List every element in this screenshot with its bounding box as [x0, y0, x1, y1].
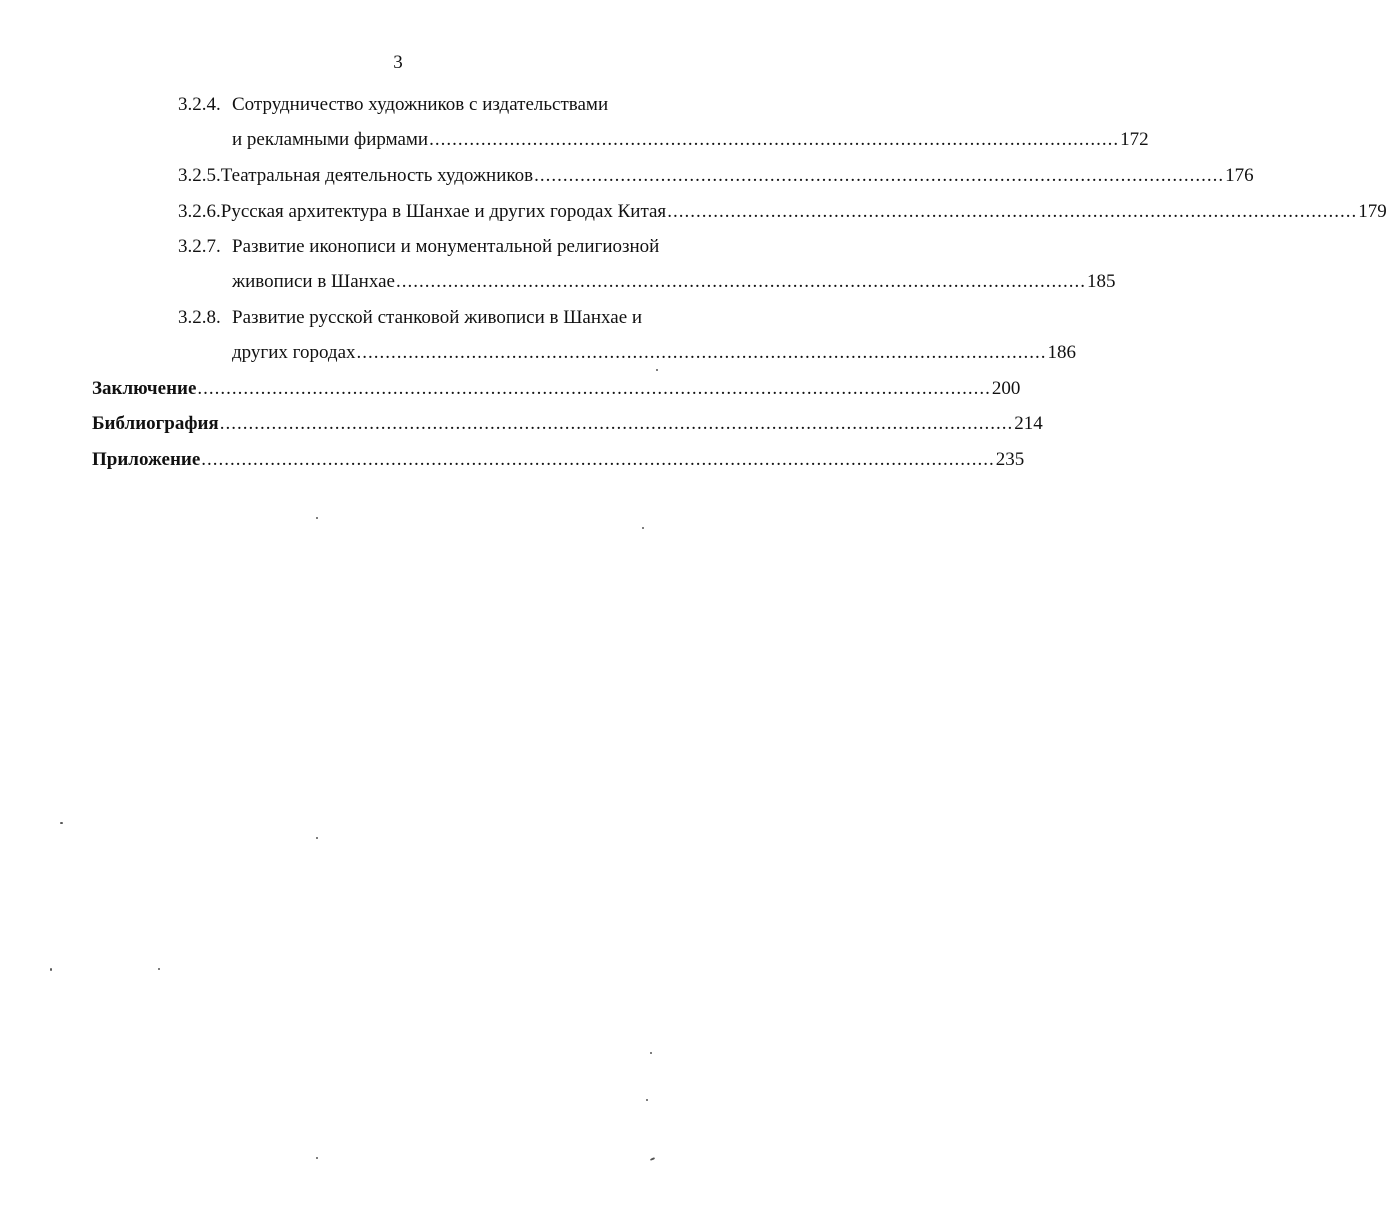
- toc-section-title: Библиография: [92, 413, 219, 434]
- scan-speck: [650, 1052, 652, 1054]
- dot-leader: ........................................................................................................................: [429, 129, 1120, 150]
- toc-entry-title: Русская архитектура в Шанхае и других городах Китая: [220, 201, 667, 222]
- toc-section-page: 214: [1014, 413, 1043, 434]
- dot-leader: ..........................................................................................................................................: [197, 378, 991, 399]
- dot-leader: ........................................................................................................................: [667, 201, 1358, 222]
- scan-speck: [60, 822, 63, 824]
- toc-entry-3-2-8-continuation: [232, 338, 1076, 368]
- toc-entry-3-2-6: [178, 197, 1387, 227]
- toc-entry-3-2-7-heading: [178, 232, 738, 262]
- toc-section-title: Заключение: [92, 378, 197, 399]
- scan-speck: [646, 1099, 648, 1101]
- toc-entry-number: 3.2.5.: [178, 165, 221, 186]
- toc-entry-3-2-4-continuation: [232, 125, 1149, 155]
- toc-section-bibliography: [92, 409, 1043, 439]
- toc-entry-3-2-7-continuation: [232, 267, 1116, 297]
- scan-speck: [656, 369, 658, 371]
- scan-speck: [642, 527, 644, 529]
- toc-section-page: 235: [995, 449, 1025, 470]
- toc-entry-title: Развитие русской станковой живописи в Шанхае и: [232, 307, 643, 328]
- toc-entry-number: 3.2.4.: [178, 94, 221, 115]
- page-number: 3: [393, 52, 403, 73]
- scan-speck: [50, 968, 52, 971]
- dot-leader: ........................................................................................................................: [534, 165, 1225, 186]
- toc-entry-title: Сотрудничество художников с издательствами: [232, 94, 609, 115]
- toc-entry-number: 3.2.8.: [178, 307, 221, 328]
- toc-entry-page: 186: [1047, 342, 1076, 363]
- scan-speck: [316, 517, 318, 519]
- toc-entry-title: Театральная деятельность художников: [220, 165, 534, 186]
- toc-section-appendix: [92, 445, 1025, 475]
- scan-speck: [316, 837, 318, 839]
- scan-speck: [650, 1157, 655, 1161]
- toc-entry-continuation: и рекламными фирмами: [232, 129, 429, 150]
- dot-leader: ..........................................................................................................................................: [219, 413, 1014, 434]
- dot-leader: ..........................................................................................................................................: [201, 449, 995, 470]
- toc-entry-number: 3.2.7.: [178, 236, 221, 257]
- dot-leader: ........................................................................................................................: [356, 342, 1047, 363]
- scan-speck: [316, 1157, 318, 1159]
- toc-entry-continuation: живописи в Шанхае: [232, 271, 395, 292]
- toc-section-conclusion: [92, 374, 1021, 404]
- toc-entry-continuation: других городах: [232, 342, 356, 363]
- toc-entry-3-2-8-heading: [178, 303, 738, 333]
- toc-entry-title: Развитие иконописи и монументальной религиозной: [232, 236, 660, 257]
- toc-entry-page: 172: [1120, 129, 1149, 150]
- toc-entry-3-2-4-heading: [178, 90, 738, 120]
- toc-entry-page: 176: [1225, 165, 1254, 186]
- toc-entry-3-2-5: [178, 161, 1254, 191]
- toc-entry-page: 179: [1358, 201, 1387, 222]
- dot-leader: ........................................................................................................................: [395, 271, 1086, 292]
- toc-section-page: 200: [991, 378, 1021, 399]
- toc-entry-page: 185: [1086, 271, 1116, 292]
- scan-speck: [158, 968, 160, 970]
- toc-section-title: Приложение: [92, 449, 201, 470]
- toc-entry-number: 3.2.6.: [178, 201, 221, 222]
